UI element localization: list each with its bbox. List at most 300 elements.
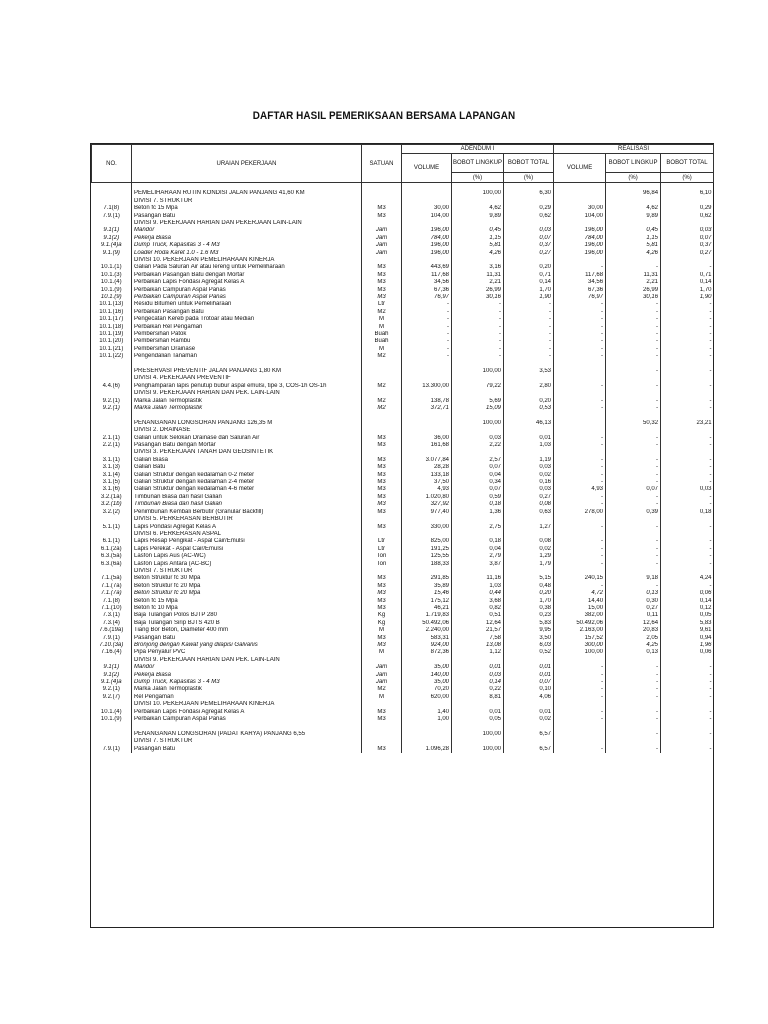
row-realisasi-bobot-lingkup: -: [606, 709, 661, 716]
row-bobot-total: 0,62: [504, 213, 554, 220]
row-unit: M2: [362, 309, 402, 316]
row-no: 6.3.(6a): [100, 560, 122, 567]
row-unit: M3: [362, 205, 402, 212]
row-unit: M2: [362, 686, 402, 693]
row-bobot-lingkup: [452, 183, 504, 191]
row-bobot-lingkup: 0,01: [452, 709, 504, 716]
row-bobot-total: [504, 220, 554, 227]
row-volume: 34,56: [402, 279, 452, 286]
row-unit: M2: [362, 353, 402, 360]
row-realisasi-volume: -: [554, 553, 606, 560]
row-realisasi-bobot-lingkup: -: [606, 442, 661, 449]
row-volume: 36,00: [402, 435, 452, 442]
row-description: Penimbunan Kembali Berbutir (Granular Backfill): [132, 509, 362, 516]
row-volume: [402, 390, 452, 397]
row-realisasi-bobot-total: [661, 449, 714, 456]
table-row: [92, 642, 714, 649]
row-realisasi-bobot-lingkup: [606, 531, 661, 538]
table-row: [92, 198, 714, 205]
row-bobot-lingkup: 79,22: [452, 383, 504, 390]
table-row: [92, 709, 714, 716]
row-realisasi-bobot-lingkup: 5,81: [606, 242, 661, 249]
row-realisasi-bobot-total: 9,61: [661, 627, 714, 634]
row-description: Dump Truck, Kapasitas 3 - 4 M3: [132, 679, 362, 686]
row-realisasi-bobot-lingkup: [606, 198, 661, 205]
row-bobot-total: [504, 531, 554, 538]
table-header: [92, 145, 714, 183]
row-bobot-lingkup: 3,68: [452, 598, 504, 605]
table-row: [92, 427, 714, 434]
section-row: [92, 420, 714, 427]
row-no: [92, 190, 132, 197]
row-realisasi-bobot-total: -: [661, 538, 714, 545]
row-unit: M: [362, 316, 402, 323]
row-bobot-total: 0,10: [504, 686, 554, 693]
row-description: Bronjong dengan Kawat yang dilapisi Galvanis: [132, 642, 362, 649]
table-row: [92, 657, 714, 664]
row-volume: 175,12: [402, 598, 452, 605]
row-no: 7.1(8): [103, 205, 120, 212]
row-no: 7.6.(19a): [99, 627, 124, 634]
row-description: Lasfon Lapis Antara (AC-BC): [132, 561, 362, 568]
row-unit: M: [362, 649, 402, 656]
row-bobot-lingkup: 0,51: [452, 612, 504, 619]
row-realisasi-bobot-total: -: [661, 457, 714, 464]
row-volume: 443,69: [402, 264, 452, 271]
row-realisasi-bobot-lingkup: -: [606, 316, 661, 323]
table-row: [92, 346, 714, 353]
row-realisasi-bobot-lingkup: 0,13: [606, 590, 661, 597]
row-no: 7.10.(3a): [99, 642, 124, 648]
row-volume: 35,00: [402, 664, 452, 671]
row-realisasi-bobot-lingkup: -: [606, 479, 661, 486]
row-bobot-lingkup: 100,00: [452, 746, 504, 753]
row-description: Galian untuk Selokan Drainase dan Saluran Air: [132, 435, 362, 442]
row-realisasi-bobot-lingkup: [606, 723, 661, 730]
spacer-row: [92, 361, 714, 368]
row-volume: 2.240,00: [402, 627, 452, 634]
row-bobot-lingkup: 3,16: [452, 264, 504, 271]
row-realisasi-volume: [554, 738, 606, 745]
row-bobot-lingkup: 0,34: [452, 479, 504, 486]
row-bobot-lingkup: 0,45: [452, 227, 504, 234]
row-realisasi-bobot-total: -: [661, 331, 714, 338]
row-bobot-lingkup: 13,08: [452, 642, 504, 649]
row-no: 9.1.(9): [102, 249, 120, 256]
row-bobot-lingkup: 100,00: [452, 731, 504, 738]
row-bobot-total: 0,07: [504, 679, 554, 686]
row-realisasi-volume: 157,52: [554, 635, 606, 642]
row-no: 7.1.(8): [102, 597, 120, 604]
row-no: [92, 183, 132, 191]
row-bobot-lingkup: 0,18: [452, 538, 504, 545]
row-no: [92, 657, 132, 664]
row-volume: -: [402, 301, 452, 308]
row-description: DIVISI 9. PEKERJAAN HARIAN DAN PEK. LAIN-LAIN: [132, 657, 362, 664]
row-bobot-lingkup: 9,89: [452, 213, 504, 220]
inspection-table: [90, 143, 714, 928]
row-realisasi-bobot-total: -: [661, 686, 714, 693]
row-realisasi-bobot-total: -: [661, 464, 714, 471]
row-description: Mandor: [132, 664, 362, 671]
row-bobot-total: 0,14: [504, 279, 554, 286]
row-no: 7.3.(4): [102, 619, 120, 626]
row-realisasi-volume: -: [554, 583, 606, 590]
row-realisasi-volume: -: [554, 398, 606, 405]
row-volume: 291,85: [402, 575, 452, 582]
row-bobot-total: 0,02: [504, 716, 554, 723]
row-unit: M3: [362, 213, 402, 220]
row-description: Galian Biasa: [132, 457, 362, 464]
row-realisasi-volume: [554, 427, 606, 434]
row-description: Beton fc 15 Mpa: [132, 598, 362, 605]
row-unit: M3: [362, 642, 402, 649]
row-bobot-lingkup: 0,05: [452, 716, 504, 723]
row-realisasi-bobot-total: 5,83: [661, 620, 714, 627]
row-realisasi-bobot-total: -: [661, 716, 714, 723]
row-realisasi-bobot-lingkup: [606, 657, 661, 664]
row-unit: M: [362, 694, 402, 701]
row-no: 9.1.(4)a: [100, 679, 122, 686]
row-no: 10.1.(3): [100, 271, 122, 278]
row-no: 9.1(2): [103, 234, 120, 241]
row-realisasi-volume: [554, 375, 606, 382]
row-no: 3.1.(4): [102, 471, 120, 478]
row-volume: [402, 220, 452, 227]
row-bobot-lingkup: 2,75: [452, 524, 504, 531]
row-realisasi-bobot-lingkup: 4,62: [606, 205, 661, 212]
row-bobot-total: 0,03: [504, 486, 554, 493]
row-realisasi-bobot-lingkup: 11,31: [606, 272, 661, 279]
row-realisasi-bobot-total: 0,06: [661, 649, 714, 656]
row-bobot-lingkup: 2,22: [452, 442, 504, 449]
table-row: [92, 694, 714, 701]
row-description: DIVISI 9. PEKERJAAN HARIAN DAN PEKERJAAN LAIN-LAIN: [132, 220, 362, 227]
table-row: [92, 627, 714, 634]
row-realisasi-volume: 2.163,00: [554, 627, 606, 634]
row-realisasi-bobot-lingkup: [606, 220, 661, 227]
header-uraian: URAIAN PEKERJAAN: [132, 145, 362, 183]
row-realisasi-bobot-lingkup: 9,89: [606, 213, 661, 220]
row-realisasi-bobot-lingkup: [606, 701, 661, 708]
row-unit: Ltr: [362, 301, 402, 308]
row-realisasi-bobot-total: 4,24: [661, 575, 714, 582]
row-no: 3.2.(1a): [100, 493, 122, 500]
row-bobot-lingkup: 5,69: [452, 398, 504, 405]
row-description: [132, 183, 362, 191]
row-realisasi-bobot-total: [661, 701, 714, 708]
row-volume: 15,46: [402, 590, 452, 597]
row-realisasi-bobot-lingkup: -: [606, 679, 661, 686]
row-unit: M3: [362, 435, 402, 442]
row-no: 10.1.(4): [100, 279, 122, 286]
table-row: [92, 664, 714, 671]
row-bobot-lingkup: 12,64: [452, 620, 504, 627]
row-no: 10.1.(17): [99, 316, 124, 323]
row-realisasi-bobot-lingkup: -: [606, 346, 661, 353]
row-realisasi-bobot-total: -: [661, 546, 714, 553]
row-realisasi-bobot-lingkup: 0,30: [606, 598, 661, 605]
row-realisasi-volume: 50.492,06: [554, 620, 606, 627]
row-bobot-total: [504, 516, 554, 523]
row-realisasi-bobot-lingkup: 0,27: [606, 605, 661, 612]
row-no: 9.2.(1): [102, 397, 120, 404]
table-row: [92, 464, 714, 471]
row-bobot-total: 0,53: [504, 405, 554, 412]
row-unit: M3: [362, 279, 402, 286]
row-realisasi-bobot-lingkup: -: [606, 553, 661, 560]
row-realisasi-bobot-lingkup: -: [606, 561, 661, 568]
row-realisasi-volume: 382,00: [554, 612, 606, 619]
row-no: 10.1.(21): [99, 345, 124, 352]
row-bobot-total: 1,19: [504, 457, 554, 464]
row-no: [92, 531, 132, 538]
row-description: DIVISI 7. STRUKTUR: [132, 198, 362, 205]
row-description: DIVISI 7. STRUKTUR: [132, 738, 362, 745]
row-bobot-total: 0,01: [504, 672, 554, 679]
row-volume: 196,00: [402, 227, 452, 234]
row-no: 10.1.(16): [99, 308, 124, 315]
row-volume: 924,00: [402, 642, 452, 649]
row-bobot-total: 0,20: [504, 590, 554, 597]
row-description: DIVISI 10. PEKERJAAN PEMELIHARAAN KINERJA: [132, 257, 362, 264]
row-bobot-lingkup: 3,87: [452, 561, 504, 568]
row-description: Perbaikan Rel Pengaman: [132, 324, 362, 331]
row-description: Tiang Bor Beton, Diameter 400 mm: [132, 627, 362, 634]
row-realisasi-bobot-total: [661, 412, 714, 419]
row-realisasi-volume: -: [554, 346, 606, 353]
row-description: Pembersihan Patok: [132, 331, 362, 338]
row-realisasi-bobot-total: -: [661, 553, 714, 560]
row-unit: M3: [362, 501, 402, 508]
row-no: 7.16.(4): [100, 649, 122, 656]
row-unit: M3: [362, 264, 402, 271]
row-no: [92, 701, 132, 708]
row-realisasi-volume: [554, 361, 606, 368]
row-unit: M3: [362, 524, 402, 531]
row-bobot-lingkup: [452, 568, 504, 575]
row-realisasi-bobot-total: 0,14: [661, 598, 714, 605]
row-description: Lapis Perekat - Aspal Cair/Emulsi: [132, 546, 362, 553]
row-unit: M2: [362, 405, 402, 412]
row-no: 7.1.(5a): [100, 575, 122, 582]
header-realisasi: REALISASI: [554, 145, 714, 154]
row-unit: [362, 738, 402, 745]
row-unit: [362, 220, 402, 227]
row-volume: [402, 731, 452, 738]
row-bobot-total: 3,50: [504, 635, 554, 642]
row-volume: 4,93: [402, 486, 452, 493]
row-bobot-lingkup: 4,62: [452, 205, 504, 212]
row-description: Perbaikan Lapis Fondasi Agregat Kelas A: [132, 709, 362, 716]
work-items-table: [91, 144, 714, 753]
row-unit: Buah: [362, 338, 402, 345]
row-bobot-total: 0,07: [504, 235, 554, 242]
row-bobot-lingkup: 0,07: [452, 486, 504, 493]
row-bobot-lingkup: [452, 390, 504, 397]
row-no: 7.9.(1): [102, 634, 120, 641]
row-volume: 125,55: [402, 553, 452, 560]
row-description: PRESERVASI PREVENTIF JALAN PANJANG 1,80 KM: [132, 368, 362, 375]
row-realisasi-bobot-lingkup: 0,11: [606, 612, 661, 619]
row-bobot-lingkup: 15,09: [452, 405, 504, 412]
row-volume: [402, 723, 452, 730]
row-realisasi-bobot-total: 0,62: [661, 213, 714, 220]
row-bobot-total: 1,70: [504, 598, 554, 605]
row-realisasi-bobot-total: -: [661, 583, 714, 590]
row-realisasi-volume: 14,40: [554, 598, 606, 605]
table-row: [92, 672, 714, 679]
table-row: [92, 583, 714, 590]
row-bobot-lingkup: 21,57: [452, 627, 504, 634]
table-row: [92, 509, 714, 516]
row-realisasi-volume: -: [554, 561, 606, 568]
row-bobot-lingkup: 5,81: [452, 242, 504, 249]
row-volume: [402, 361, 452, 368]
row-realisasi-volume: -: [554, 494, 606, 501]
row-description: Beton Struktur fc 20 Mpa: [132, 583, 362, 590]
row-bobot-lingkup: [452, 516, 504, 523]
row-realisasi-volume: 117,68: [554, 272, 606, 279]
row-volume: [402, 420, 452, 427]
row-bobot-total: [504, 657, 554, 664]
row-bobot-lingkup: [452, 375, 504, 382]
row-bobot-lingkup: [452, 361, 504, 368]
row-bobot-lingkup: 0,03: [452, 672, 504, 679]
row-realisasi-bobot-total: [661, 198, 714, 205]
row-realisasi-bobot-total: 1,96: [661, 642, 714, 649]
row-description: PENANGANAN LONGSORAN PANJANG 126,35 M: [132, 420, 362, 427]
row-no: 3.1.(3): [102, 464, 120, 471]
row-unit: [362, 257, 402, 264]
row-unit: M3: [362, 442, 402, 449]
row-realisasi-bobot-total: [661, 516, 714, 523]
row-description: Pengecatan Kereb pada Trotoar atau Median: [132, 316, 362, 323]
table-row: [92, 220, 714, 227]
row-volume: -: [402, 324, 452, 331]
row-bobot-total: 0,37: [504, 242, 554, 249]
row-realisasi-bobot-lingkup: [606, 375, 661, 382]
row-realisasi-bobot-total: 0,71: [661, 272, 714, 279]
row-realisasi-volume: [554, 183, 606, 191]
row-description: Pengendalian Tanaman: [132, 353, 362, 360]
row-no: [92, 390, 132, 397]
row-bobot-total: -: [504, 331, 554, 338]
row-realisasi-bobot-lingkup: -: [606, 264, 661, 271]
row-volume: 327,92: [402, 501, 452, 508]
row-realisasi-bobot-total: -: [661, 309, 714, 316]
row-realisasi-bobot-total: -: [661, 709, 714, 716]
row-volume: 620,00: [402, 694, 452, 701]
row-volume: 1.096,28: [402, 746, 452, 753]
row-unit: [362, 427, 402, 434]
row-realisasi-volume: [554, 568, 606, 575]
row-description: Perbaikan Campuran Aspal Panas: [132, 287, 362, 294]
row-realisasi-bobot-total: -: [661, 679, 714, 686]
row-description: Galian Batu: [132, 464, 362, 471]
row-no: [92, 427, 132, 434]
row-bobot-total: 0,02: [504, 472, 554, 479]
row-unit: Jam: [362, 242, 402, 249]
row-description: Loader Roda Karet 1.0 - 1.6 M3: [132, 250, 362, 257]
row-realisasi-volume: -: [554, 435, 606, 442]
row-realisasi-bobot-lingkup: -: [606, 464, 661, 471]
row-realisasi-bobot-lingkup: [606, 183, 661, 191]
row-bobot-lingkup: 100,00: [452, 420, 504, 427]
row-volume: [402, 183, 452, 191]
row-volume: -: [402, 338, 452, 345]
row-realisasi-volume: [554, 531, 606, 538]
row-volume: [402, 531, 452, 538]
row-realisasi-volume: -: [554, 331, 606, 338]
row-realisasi-bobot-lingkup: -: [606, 664, 661, 671]
row-realisasi-bobot-total: -: [661, 501, 714, 508]
row-no: 10.1.(4): [100, 708, 122, 715]
row-realisasi-volume: 4,93: [554, 486, 606, 493]
row-bobot-lingkup: 0,07: [452, 464, 504, 471]
row-realisasi-volume: 196,00: [554, 242, 606, 249]
row-realisasi-bobot-lingkup: 30,16: [606, 294, 661, 301]
row-realisasi-volume: 15,00: [554, 605, 606, 612]
row-unit: [362, 531, 402, 538]
row-realisasi-bobot-lingkup: -: [606, 309, 661, 316]
row-description: Galian Struktur dengan kedalaman 2-4 meter: [132, 479, 362, 486]
row-realisasi-volume: -: [554, 338, 606, 345]
row-unit: M3: [362, 716, 402, 723]
table-row: [92, 353, 714, 360]
row-bobot-total: [504, 427, 554, 434]
row-no: 3.2.(2): [102, 508, 120, 515]
row-no: [92, 361, 132, 368]
row-volume: [402, 198, 452, 205]
row-description: Marka Jalan Termoplastik: [132, 398, 362, 405]
row-bobot-lingkup: 0,01: [452, 664, 504, 671]
row-realisasi-bobot-lingkup: 2,05: [606, 635, 661, 642]
row-realisasi-bobot-total: -: [661, 324, 714, 331]
row-description: PEMELIHARAAN RUTIN KONDISI JALAN PANJANG 41,60 KM: [132, 190, 362, 197]
row-bobot-lingkup: -: [452, 353, 504, 360]
table-row: [92, 472, 714, 479]
row-realisasi-bobot-total: -: [661, 301, 714, 308]
row-realisasi-volume: 76,97: [554, 294, 606, 301]
table-row: [92, 324, 714, 331]
row-realisasi-bobot-lingkup: [606, 738, 661, 745]
row-no: 2.2.(1): [102, 442, 120, 449]
header-realisasi-volume: VOLUME: [554, 154, 606, 183]
header-realisasi-bobot-total: BOBOT TOTAL: [661, 154, 714, 173]
row-realisasi-bobot-total: -: [661, 346, 714, 353]
row-realisasi-bobot-lingkup: 0,45: [606, 227, 661, 234]
table-row: [92, 561, 714, 568]
row-volume: 161,68: [402, 442, 452, 449]
row-volume: 196,00: [402, 250, 452, 257]
row-realisasi-volume: [554, 198, 606, 205]
row-unit: M3: [362, 287, 402, 294]
row-volume: 30,00: [402, 205, 452, 212]
row-bobot-total: [504, 257, 554, 264]
row-volume: [402, 701, 452, 708]
row-realisasi-volume: 104,00: [554, 213, 606, 220]
row-bobot-total: [504, 183, 554, 191]
row-bobot-total: 0,08: [504, 501, 554, 508]
row-realisasi-bobot-total: [661, 723, 714, 730]
row-unit: M3: [362, 590, 402, 597]
row-realisasi-volume: -: [554, 546, 606, 553]
row-bobot-total: 4,06: [504, 694, 554, 701]
table-row: [92, 383, 714, 390]
table-row: [92, 227, 714, 234]
row-realisasi-bobot-lingkup: 26,99: [606, 287, 661, 294]
